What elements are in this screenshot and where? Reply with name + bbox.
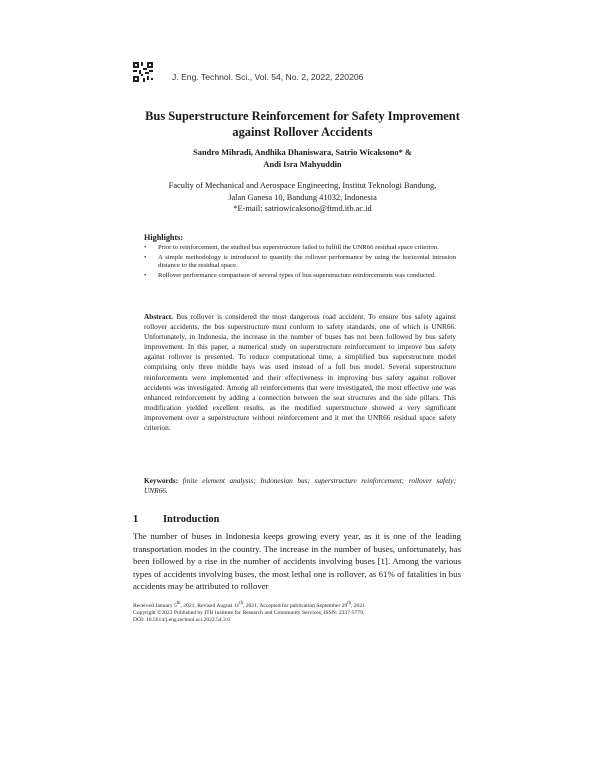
affiliation-line-2: Jalan Ganesa 10, Bandung 41032, Indonesia bbox=[228, 192, 377, 202]
highlight-item: • Rollover performance comparison of several types of bus superstructure reinforcements was conducted. bbox=[144, 271, 436, 279]
bullet-icon: • bbox=[144, 271, 147, 279]
bullet-icon: • bbox=[144, 244, 147, 251]
abstract bbox=[144, 312, 456, 433]
journal-citation: J. Eng. Technol. Sci., Vol. 54, No. 2, 2022, 220206 bbox=[172, 72, 364, 82]
affiliation bbox=[150, 180, 455, 215]
publication-footnote bbox=[133, 600, 463, 625]
copyright-line: Copyright ©2022 Published by ITB Institute for Research and Community Services, ISSN: 2337-5779, bbox=[133, 610, 365, 617]
affiliation-line-1: Faculty of Mechanical and Aerospace Engineering, Institut Teknologi Bandung, bbox=[168, 181, 437, 190]
section-number: 1 bbox=[133, 514, 139, 525]
keywords bbox=[144, 476, 456, 495]
qr-code-icon bbox=[133, 62, 153, 82]
abstract-label: Abstract. bbox=[144, 312, 173, 321]
highlight-item: • Prior to reinforcement, the studied bus superstructure failed to fulfill the UNR66 residual space criterion. bbox=[144, 244, 439, 251]
authors-line-1: Sandro Mihradi, Andhika Dhaniswara, Satrio Wicaksono* & bbox=[193, 148, 412, 157]
keywords-label: Keywords: bbox=[144, 476, 179, 485]
author-list bbox=[150, 147, 455, 170]
bullet-icon: • bbox=[144, 253, 147, 261]
paper-title: Bus Superstructure Reinforcement for Safety Improvement against Rollover Accidents bbox=[145, 109, 460, 139]
abstract-text: Bus rollover is considered the most dangerous road accident. To ensure bus safety against rollover accidents, the bus superstructure must conform to safety standards, one of which is UNR66. Unfortunately, in Indonesia, the increase in the number of buses has not been followed by bus safety improvement. In this paper, a numerical study on superstructure reinforcement to improve bus safety against rollover is presented. To reduce computational time, a simplified bus superstructure model comprising only three middle bays was used instead of a full bus model. Several superstructure reinforcements were implemented and their effectiveness in improving bus safety against rollover accidents was investigated. Among all reinforcements that were investigated, the most effective one was enhanced reinforcement by adding a connection between the seat structures and the side pillars. This modification yielded excellent results, as the modified superstructure showed a very significant improvement over a superstructure without reinforcement and it met the UNR66 residual space safety criterion. bbox=[144, 312, 456, 433]
doi-line: DOI: 10.5614/j.eng.technol.sci.2022.54.2.6 bbox=[133, 617, 231, 624]
section-heading bbox=[133, 514, 219, 525]
authors-line-2: Andi Isra Mahyuddin bbox=[263, 159, 342, 169]
section-title: Introduction bbox=[163, 514, 220, 525]
introduction-paragraph: The number of buses in Indonesia keeps growing every year, as it is one of the leading transportation modes in the country. The increase in the number of buses, unfortunately, has been followed by a rise in the number of accidents involving buses [1]. Among the various types of accidents involving buses, the most lethal one is rollover, as 61% of fatalities in bus accidents may be attributed to rollover bbox=[133, 531, 461, 591]
corresponding-email: *E-mail: satriowicaksono@ftmd.itb.ac.id bbox=[233, 204, 372, 213]
highlights-list bbox=[144, 244, 456, 281]
keywords-text: finite element analysis; Indonesian bus; superstructure reinforcement; rollover safety; UNR66. bbox=[144, 476, 457, 495]
received-dates: Received January 5th, 2021, Revised August 11th, 2021, Accepted for publication September 29th, 2021. bbox=[133, 601, 367, 609]
highlights-heading: Highlights: bbox=[144, 233, 184, 242]
highlight-item: • A simple methodology is introduced to quantify the rollover performance by using the horizontal intrusion distance to the residual space. bbox=[144, 253, 456, 270]
